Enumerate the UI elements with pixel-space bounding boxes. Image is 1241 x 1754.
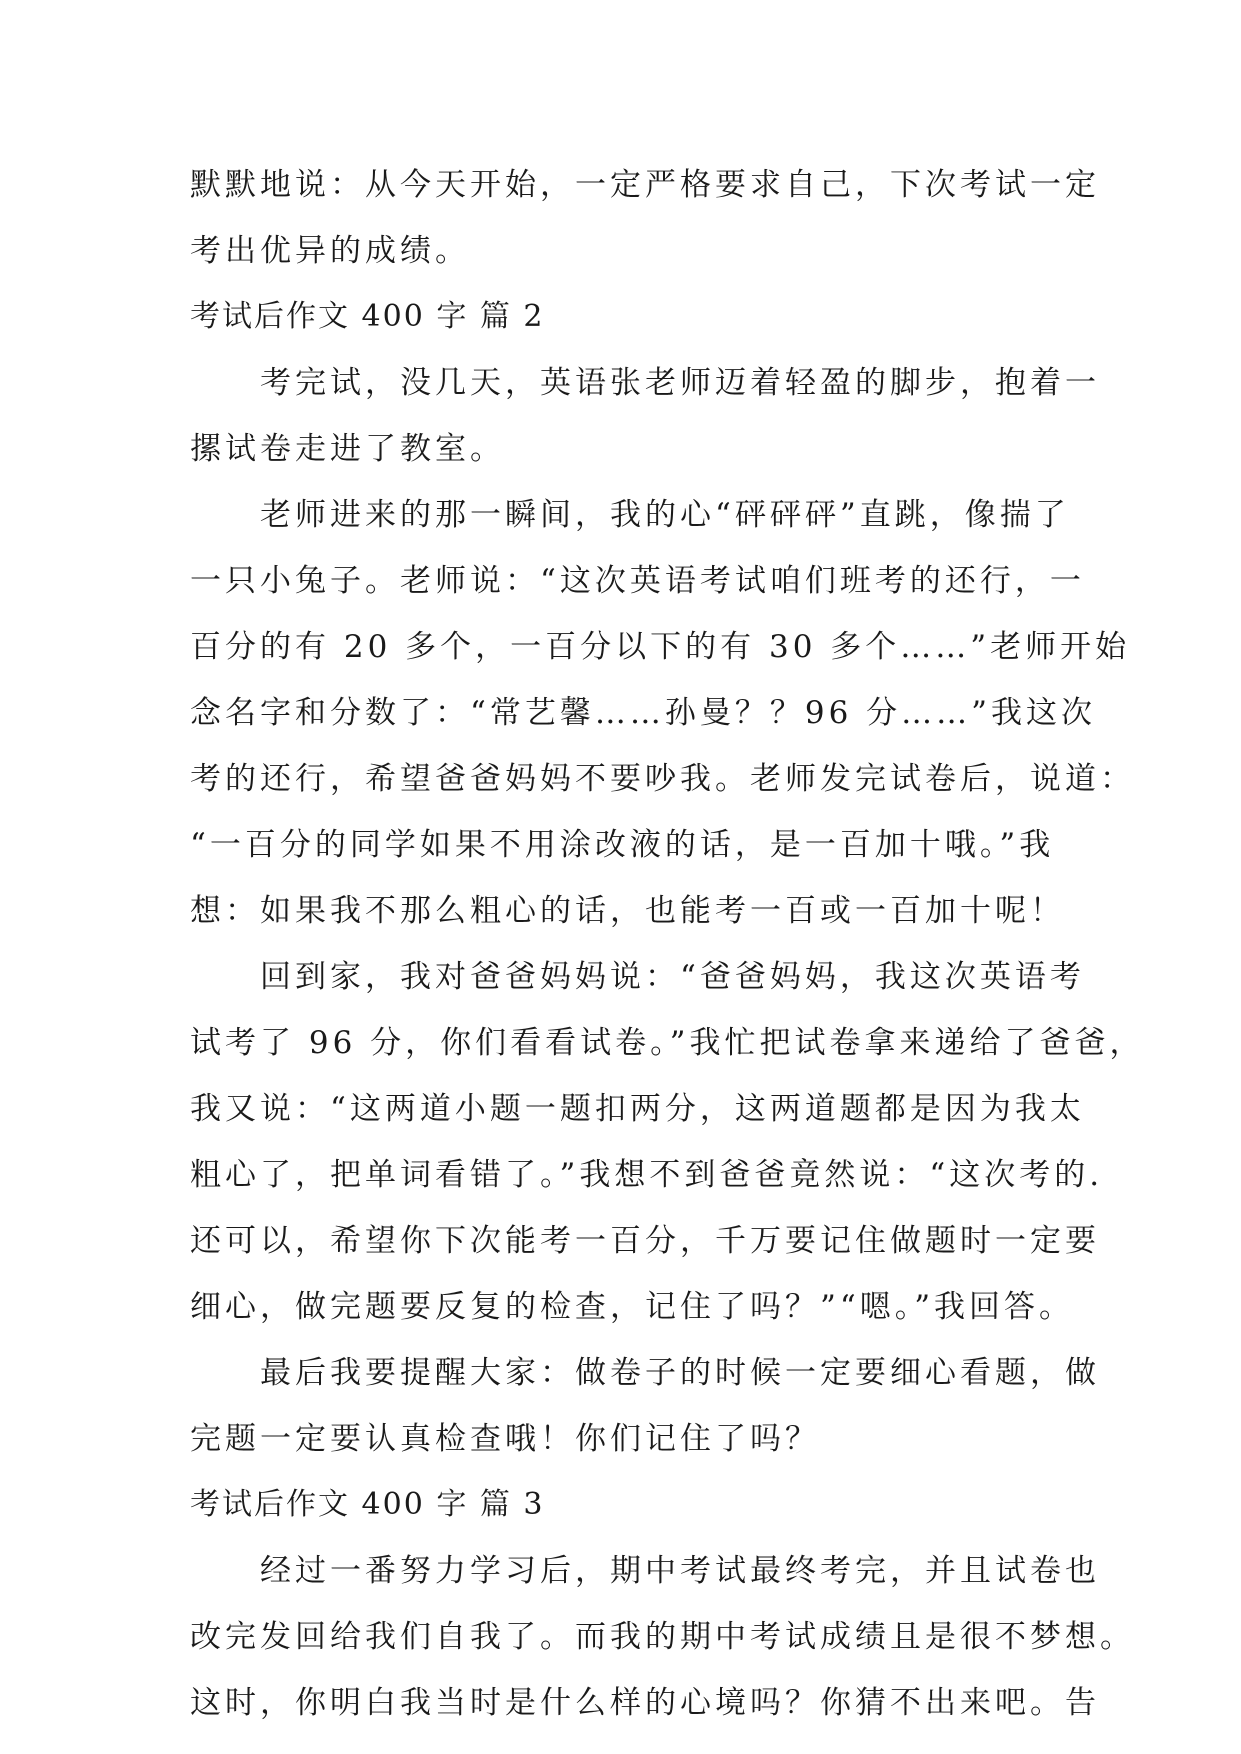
text-line: 试考了 96 分，你们看看试卷。”我忙把试卷拿来递给了爸爸， [190, 1025, 1145, 1061]
text-line: 改完发回给我们自我了。而我的期中考试成绩且是很不梦想。 [190, 1619, 1135, 1655]
text-line: 老师进来的那一瞬间，我的心“砰砰砰”直跳，像揣了 [190, 497, 1070, 533]
text-line: 考出优异的成绩。 [190, 233, 470, 269]
text-line: 这时，你明白我当时是什么样的心境吗？你猜不出来吧。告 [190, 1685, 1100, 1721]
text-line: 细心，做完题要反复的检查，记住了吗？”“嗯。”我回答。 [190, 1289, 1075, 1325]
text-line: 完题一定要认真检查哦！你们记住了吗？ [190, 1421, 820, 1457]
text-line: 念名字和分数了：“常艺馨……孙曼？？96 分……”我这次 [190, 695, 1096, 731]
section-heading: 考试后作文 400 字 篇 2 [190, 299, 545, 334]
text-line: 回到家，我对爸爸妈妈说：“爸爸妈妈，我这次英语考 [190, 959, 1085, 995]
text-line: 考的还行，希望爸爸妈妈不要吵我。老师发完试卷后，说道： [190, 761, 1135, 797]
text-line: 一只小兔子。老师说：“这次英语考试咱们班考的还行，一 [190, 563, 1085, 599]
text-line: 最后我要提醒大家：做卷子的时候一定要细心看题，做 [190, 1355, 1100, 1391]
text-line: 想：如果我不那么粗心的话，也能考一百或一百加十呢！ [190, 893, 1065, 929]
text-line: 经过一番努力学习后，期中考试最终考完，并且试卷也 [190, 1553, 1100, 1589]
text-line: 还可以，希望你下次能考一百分，千万要记住做题时一定要 [190, 1223, 1100, 1259]
text-line: 摞试卷走进了教室。 [190, 431, 505, 467]
text-line: 粗心了，把单词看错了。”我想不到爸爸竟然说：“这次考的. [190, 1157, 1104, 1193]
section-heading: 考试后作文 400 字 篇 3 [190, 1487, 545, 1522]
text-line: 百分的有 20 多个，一百分以下的有 30 多个……”老师开始 [190, 629, 1131, 665]
text-line: “一百分的同学如果不用涂改液的话，是一百加十哦。”我 [190, 827, 1055, 863]
document-body [190, 152, 1145, 1736]
text-line: 我又说：“这两道小题一题扣两分，这两道题都是因为我太 [190, 1091, 1085, 1127]
text-line: 默默地说：从今天开始，一定严格要求自己，下次考试一定 [190, 167, 1100, 203]
text-line: 考完试，没几天，英语张老师迈着轻盈的脚步，抱着一 [190, 365, 1100, 401]
